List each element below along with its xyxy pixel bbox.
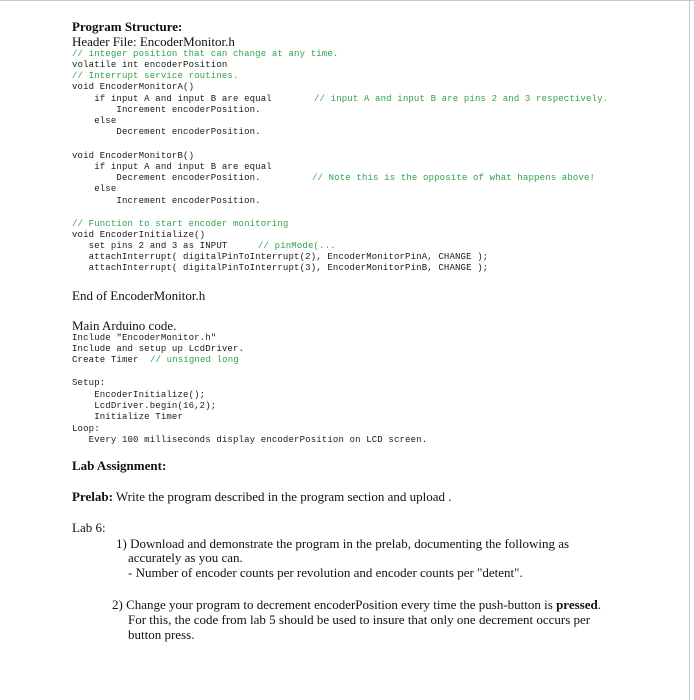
code-comment: // input A and input B are pins 2 and 3 respectively. <box>314 94 609 104</box>
main-code-line <box>72 424 100 435</box>
header-code-line <box>72 252 488 263</box>
item2-line1 <box>112 597 601 612</box>
lab-assignment-heading: Lab Assignment: <box>72 458 167 473</box>
code-text: Increment encoderPosition. <box>72 196 261 206</box>
header-code-line <box>72 219 288 230</box>
code-text: set pins 2 and 3 as INPUT <box>72 241 228 251</box>
main-code-line <box>72 435 427 446</box>
header-code-line <box>72 105 261 116</box>
code-text: else <box>72 116 117 126</box>
code-text: Decrement encoderPosition. <box>72 127 261 137</box>
code-text: if input A and input B are equal <box>72 94 272 104</box>
end-of-header-label: End of EncoderMonitor.h <box>72 288 206 303</box>
header-code-line <box>72 151 194 162</box>
code-comment: // unsigned long <box>150 355 239 365</box>
code-text: volatile int encoderPosition <box>72 60 228 70</box>
item1-line1: 1) Download and demonstrate the program in the prelab, documenting the following as <box>116 536 570 551</box>
code-comment: // pinMode(... <box>258 241 336 251</box>
code-comment: // Function to start encoder monitoring <box>72 219 289 229</box>
item2-line3: button press. <box>128 627 195 642</box>
code-text: void EncoderInitialize() <box>72 230 206 240</box>
code-text: Create Timer <box>72 355 139 365</box>
item2-period: . <box>597 597 601 612</box>
main-code-line <box>72 378 105 389</box>
right-border <box>689 0 690 700</box>
header-code-line <box>72 116 116 127</box>
code-comment: // Note this is the opposite of what happens above! <box>312 173 596 183</box>
code-text: void EncoderMonitorA() <box>72 82 195 92</box>
code-text: Loop: <box>72 424 100 434</box>
header-code-line <box>72 184 116 195</box>
main-code-line <box>72 333 216 344</box>
header-code-line <box>72 82 194 93</box>
item2-pressed-bold: pressed <box>556 597 598 612</box>
item2-line2: For this, the code from lab 5 should be used to insure that only one decrement occurs per <box>128 612 591 627</box>
header-code-line <box>72 94 272 105</box>
code-text: LcdDriver.begin(16,2); <box>72 401 217 411</box>
code-text: Increment encoderPosition. <box>72 105 261 115</box>
code-comment: // Interrupt service routines. <box>72 71 239 81</box>
lab6-label: Lab 6: <box>72 520 106 535</box>
code-text: Include "EncoderMonitor.h" <box>72 333 217 343</box>
code-text: if input A and input B are equal <box>72 162 272 172</box>
item1-line2: accurately as you can. <box>128 550 243 565</box>
code-text: Setup: <box>72 378 106 388</box>
main-code-line <box>72 401 216 412</box>
header-code-line <box>72 173 261 184</box>
header-code-line <box>72 230 205 241</box>
code-text: Include and setup up LcdDriver. <box>72 344 245 354</box>
main-code-line <box>72 390 205 401</box>
main-code-line <box>72 344 244 355</box>
header-code-line <box>72 162 272 173</box>
header-code-line <box>72 241 227 252</box>
code-text: else <box>72 184 117 194</box>
main-code-line <box>72 412 183 423</box>
prelab-text: Write the program described in the program section and upload . <box>112 489 452 504</box>
cut-off-previous-line <box>72 0 390 3</box>
code-text: attachInterrupt( digitalPinToInterrupt(3), EncoderMonitorPinB, CHANGE ); <box>72 263 489 273</box>
code-text: Initialize Timer <box>72 412 184 422</box>
main-code-label: Main Arduino code. <box>72 318 177 333</box>
code-text: Decrement encoderPosition. <box>72 173 261 183</box>
item1-line3: - Number of encoder counts per revolution and encoder counts per "detent". <box>128 565 523 580</box>
code-text: Every 100 milliseconds display encoderPosition on LCD screen. <box>72 435 428 445</box>
program-structure-heading: Program Structure: <box>72 19 183 34</box>
header-code-line <box>72 196 261 207</box>
header-code-line <box>72 263 488 274</box>
code-text: attachInterrupt( digitalPinToInterrupt(2), EncoderMonitorPinA, CHANGE ); <box>72 252 489 262</box>
code-text: EncoderInitialize(); <box>72 390 206 400</box>
main-code-line <box>72 355 139 366</box>
code-text: void EncoderMonitorB() <box>72 151 195 161</box>
header-code-line <box>72 60 227 71</box>
item2-text: 2) Change your program to decrement encoderPosition every time the push-button is <box>112 597 557 612</box>
prelab-paragraph <box>72 489 452 504</box>
code-comment: // integer position that can change at any time. <box>72 49 339 59</box>
header-code-line <box>72 127 261 138</box>
header-file-label: Header File: EncoderMonitor.h <box>72 34 235 49</box>
header-code-line <box>72 71 239 82</box>
prelab-label: Prelab: <box>72 489 113 504</box>
header-code-line <box>72 49 338 60</box>
